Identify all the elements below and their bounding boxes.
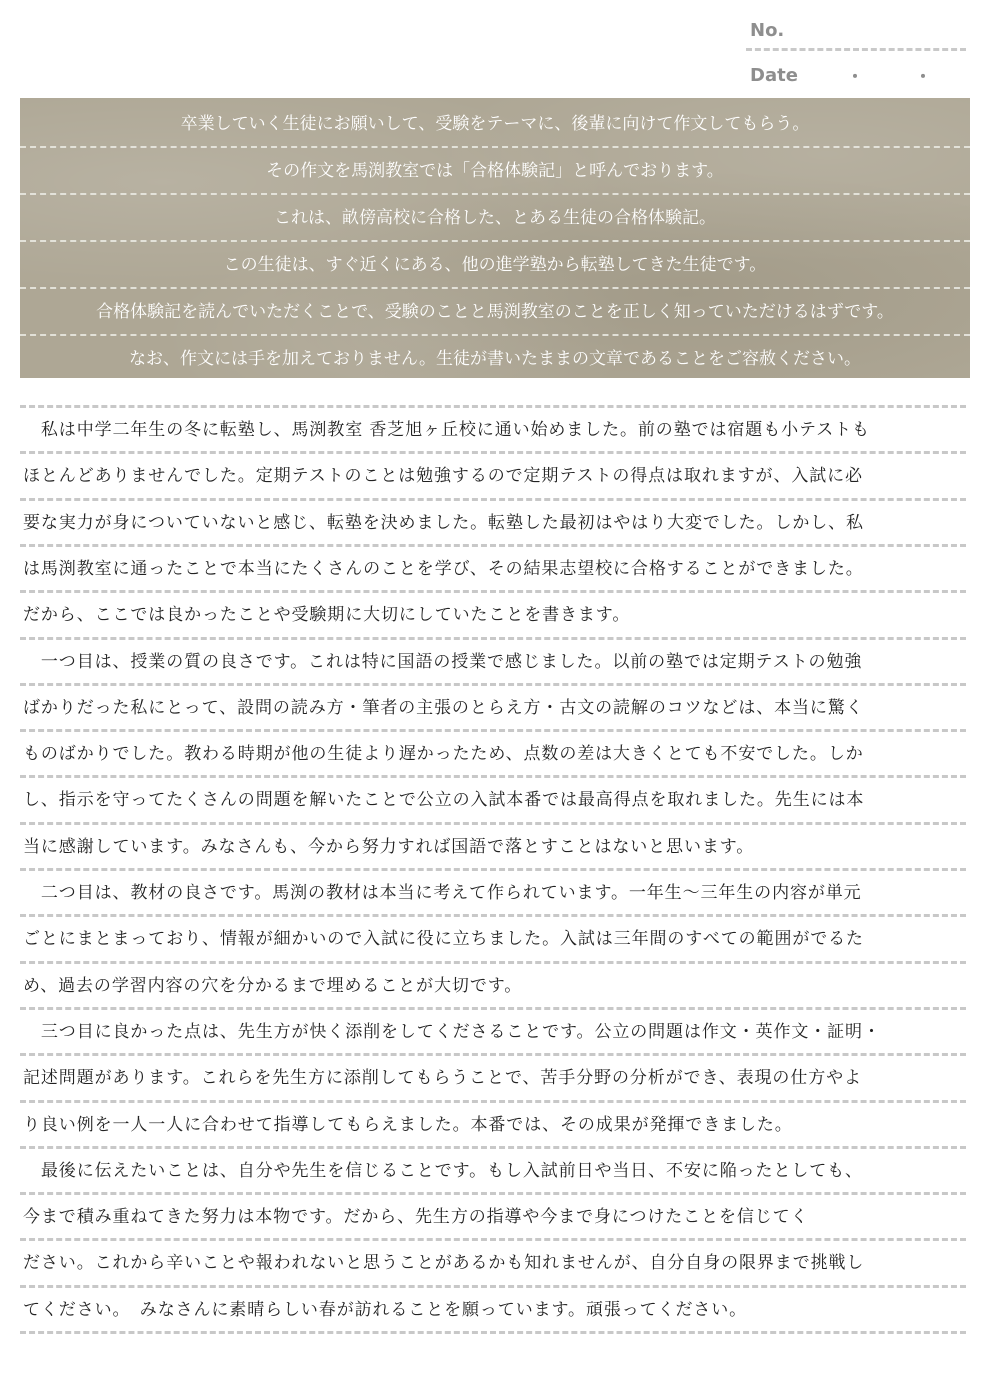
intro-divider [20, 193, 970, 195]
ruled-line [20, 1007, 966, 1010]
essay-line: ごとにまとまっており、情報が細かいので入試に役に立ちました。入試は三年間のすべての範囲がでるた [23, 929, 864, 950]
essay-line: 二つ目は、教材の良さです。馬渕の教材は本当に考えて作られています。一年生～三年生の内容が単元 [23, 883, 862, 903]
intro-line: この生徒は、すぐ近くにある、他の進学塾から転塾してきた生徒です。 [223, 255, 767, 275]
essay-line: は馬渕教室に通ったことで本当にたくさんのことを学び、その結果志望校に合格することができました。 [23, 558, 864, 579]
essay-line: 最後に伝えたいことは、自分や先生を信じることです。もし入試前日や当日、不安に陥ったとしても、 [23, 1160, 863, 1181]
essay-line: 私は中学二年生の冬に転塾し、馬渕教室 香芝旭ヶ丘校に通い始めました。前の塾では宿題も小テストも [23, 420, 870, 440]
intro-line: これは、畝傍高校に合格した、とある生徒の合格体験記。 [274, 208, 716, 228]
essay-line: 当に感謝しています。みなさんも、今から努力すれば国語で落とすことはないと思います。 [23, 836, 755, 857]
date-separator: ・ [914, 67, 932, 88]
ruled-line [20, 1053, 966, 1056]
intro-line: その作文を馬渕教室では「合格体験記」と呼んでおります。 [266, 161, 724, 181]
essay-line: 記述問題があります。これらを先生方に添削してもらうことで、苦手分野の分析ができ、表現の仕方やよ [23, 1068, 862, 1089]
ruled-line [20, 544, 966, 547]
intro-divider [20, 146, 970, 148]
essay-line: り良い例を一人一人に合わせて指導してもらえました。本番では、その成果が発揮できました。 [23, 1114, 793, 1135]
essay-line: ものばかりでした。教わる時期が他の生徒より遅かったため、点数の差は大きくとても不安でした。しか [23, 744, 864, 765]
ruled-line [20, 775, 966, 778]
date-separator: ・ [846, 67, 864, 88]
essay-line: 要な実力が身についていないと感じ、転塾を決めました。転塾した最初はやはり大変でした。しかし、私 [23, 512, 864, 533]
ruled-line [20, 1100, 966, 1103]
ruled-line [20, 405, 966, 408]
ruled-line [20, 1146, 966, 1149]
essay-line: だから、ここでは良かったことや受験期に大切にしていたことを書きます。 [23, 605, 631, 626]
ruled-line [20, 1331, 966, 1334]
essay-line: め、過去の学習内容の穴を分かるまで埋めることが大切です。 [23, 975, 523, 996]
ruled-line [20, 1192, 966, 1195]
essay-line: 三つ目に良かった点は、先生方が快く添削をしてくださることです。公立の問題は作文・英作文・証明・ [23, 1021, 881, 1042]
intro-line: 卒業していく生徒にお願いして、受験をテーマに、後輩に向けて作文してもらう。 [180, 114, 810, 134]
ruled-line [20, 498, 966, 501]
ruled-line [20, 1238, 966, 1241]
ruled-line [20, 451, 966, 454]
ruled-line [20, 961, 966, 964]
essay-line: てください。 みなさんに素晴らしい春が訪れることを願っています。頑張ってください。 [23, 1299, 748, 1320]
date-field [746, 63, 966, 97]
essay-line: ほとんどありませんでした。定期テストのことは勉強するので定期テストの得点は取れますが、入試に必 [23, 466, 863, 487]
number-label: No. [750, 20, 785, 41]
ruled-line [20, 822, 966, 825]
essay-line: 今まで積み重ねてきた努力は本物です。だから、先生方の指導や今まで身につけたことを信じてく [23, 1207, 809, 1228]
ruled-line [20, 1285, 966, 1288]
essay-line: 一つ目は、授業の質の良さです。これは特に国語の授業で感じました。以前の塾では定期テストの勉強 [23, 651, 863, 672]
essay-line: ださい。これから辛いことや報われないと思うことがあるかも知れませんが、自分自身の限界まで挑戦し [23, 1253, 865, 1274]
essay-line: し、指示を守ってたくさんの問題を解いたことで公立の入試本番では最高得点を取れました。先生には本 [23, 790, 865, 811]
intro-banner [20, 98, 970, 378]
ruled-line [20, 683, 966, 686]
ruled-line [20, 729, 966, 732]
intro-divider [20, 334, 970, 336]
essay-line: ばかりだった私にとって、設問の読み方・筆者の主張のとらえ方・古文の読解のコツなどは、本当に驚く [23, 697, 864, 718]
ruled-line [20, 868, 966, 871]
number-field [746, 18, 966, 51]
ruled-line [20, 590, 966, 593]
intro-line: なお、作文には手を加えておりません。生徒が書いたままの文章であることをご容赦ください。 [128, 349, 862, 369]
intro-divider [20, 240, 970, 242]
intro-divider [20, 287, 970, 289]
ruled-line [20, 914, 966, 917]
intro-line: 合格体験記を読んでいただくことで、受験のことと馬渕教室のことを正しく知っていただけるはずです。 [96, 302, 894, 322]
ruled-line [20, 637, 966, 640]
date-label: Date [750, 65, 798, 86]
